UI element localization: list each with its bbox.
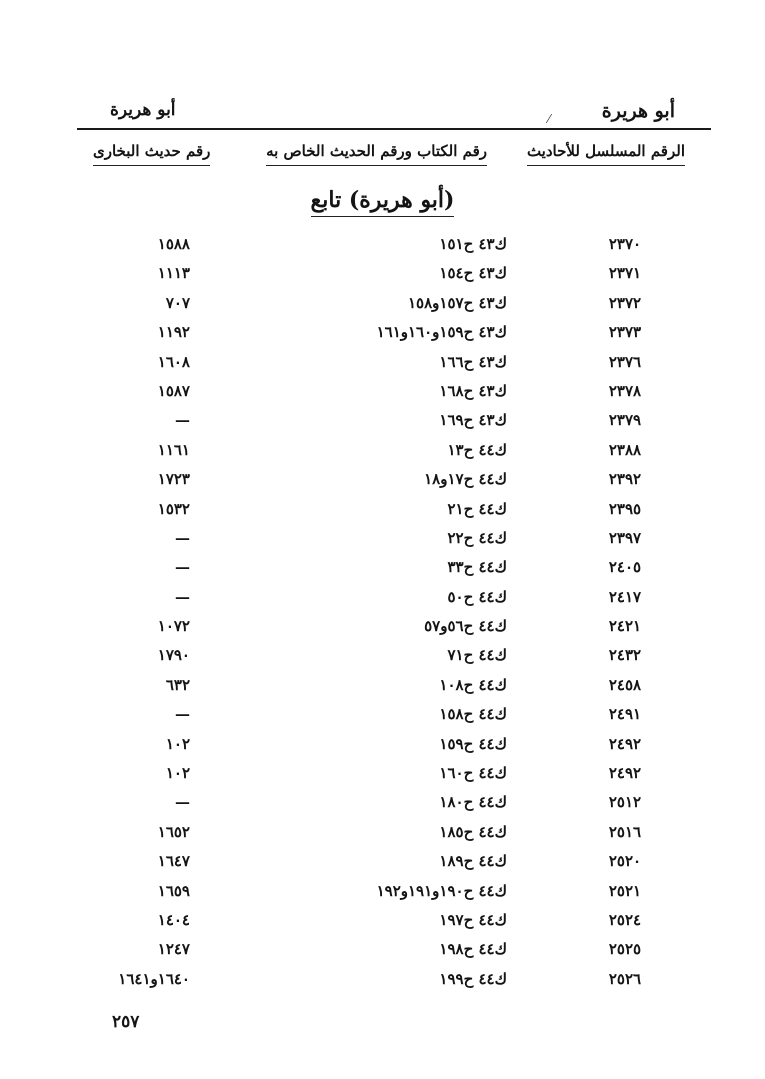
book-ref-cell: ك٤٤ ح١٥٨ (439, 705, 507, 724)
bukhari-cell: ١٠٢ (165, 734, 190, 753)
serial-cell: ٢٣٧٦ (608, 352, 642, 371)
serial-cell: ٢٣٧١ (608, 264, 642, 283)
book-ref-cell: ك٤٤ ح٢٢ (447, 528, 507, 547)
bukhari-cell: ٧٠٧ (165, 293, 190, 312)
hadith-table (0, 232, 765, 996)
book-ref-cell: ك٤٣ ح١٦٦ (439, 352, 507, 371)
serial-cell: ٢٣٧٠ (608, 235, 642, 253)
serial-cell: ٢٥٢٦ (608, 969, 642, 988)
book-ref-cell: ك٤٤ ح٥٦و٥٧ (424, 617, 507, 636)
bukhari-cell: ١١٦١ (157, 440, 190, 459)
serial-cell: ٢٤٩٢ (608, 764, 642, 783)
book-ref-cell: ك٤٣ ح١٥١ (439, 235, 507, 253)
bukhari-cell: ١٦٥٩ (157, 881, 190, 900)
header-rule (77, 128, 711, 130)
table-row (0, 967, 765, 996)
book-ref-cell: ك٤٤ ح١٥٩ (439, 734, 507, 753)
serial-cell: ٢٣٧٣ (608, 323, 642, 342)
book-ref-cell: ك٤٤ ح١٩٩ (439, 969, 507, 988)
bukhari-cell: — (175, 705, 190, 724)
bukhari-cell: ١٥٨٨ (157, 235, 190, 253)
table-row (0, 497, 765, 526)
bukhari-cell: ١١٩٢ (157, 323, 190, 342)
book-ref-cell: ك٤٤ ح١٦٠ (439, 764, 507, 783)
book-ref-cell: ك٤٤ ح١٩٠و١٩١و١٩٢ (376, 881, 507, 900)
book-ref-cell: ك٤٤ ح٢١ (447, 499, 507, 518)
bukhari-cell: ١٤٠٤ (157, 910, 190, 929)
book-ref-cell: ك٤٤ ح٧١ (447, 646, 507, 665)
bukhari-cell: ١٧٢٣ (157, 470, 190, 489)
serial-cell: ٢٤٢١ (608, 617, 642, 636)
book-ref-cell: ك٤٤ ح١٣ (447, 440, 507, 459)
table-row (0, 820, 765, 849)
serial-cell: ٢٣٩٢ (608, 470, 642, 489)
book-ref-cell: ك٤٣ ح١٥٩و١٦٠و١٦١ (376, 323, 507, 342)
table-row (0, 320, 765, 349)
serial-cell: ٢٣٩٥ (608, 499, 642, 518)
serial-cell: ٢٣٨٨ (608, 440, 642, 459)
table-row (0, 555, 765, 584)
bukhari-cell: ١١١٣ (157, 264, 190, 283)
column-header-book-label: رقم الكتاب ورقم الحديث الخاص به (266, 142, 487, 160)
page-number: ٢٥٧ (112, 1012, 140, 1032)
book-ref-cell: ك٤٤ ح١٩٧ (439, 910, 507, 929)
column-header-serial (527, 142, 685, 166)
book-ref-cell: ك٤٤ ح١٨٠ (439, 793, 507, 812)
serial-cell: ٢٤٩١ (608, 705, 642, 724)
table-row (0, 585, 765, 614)
serial-cell: ٢٥٢٠ (608, 852, 642, 871)
serial-cell: ٢٣٩٧ (608, 528, 642, 547)
table-row (0, 350, 765, 379)
bukhari-cell: — (175, 793, 190, 812)
serial-cell: ٢٥٢١ (608, 881, 642, 900)
table-row (0, 937, 765, 966)
running-head-right: أبو هريرة (601, 100, 675, 122)
bukhari-cell: — (175, 411, 190, 430)
column-header-serial-label: الرقم المسلسل للأحاديث (526, 142, 685, 160)
book-ref-cell: ك٤٤ ح١٨٩ (439, 852, 507, 871)
serial-cell: ٢٥١٦ (608, 822, 642, 841)
table-row (0, 379, 765, 408)
section-title-text: (أبو هريرة) تابع (311, 187, 455, 217)
table-row (0, 879, 765, 908)
book-ref-cell: ك٤٤ ح١٩٨ (439, 940, 507, 959)
book-ref-cell: ك٤٣ ح١٦٨ (439, 381, 507, 400)
bukhari-cell: ١٦٠٨ (157, 352, 190, 371)
book-ref-cell: ك٤٤ ح٣٣ (447, 558, 507, 577)
bukhari-cell: — (175, 587, 190, 606)
table-row (0, 232, 765, 261)
serial-cell: ٢٣٧٢ (608, 293, 642, 312)
bukhari-cell: ١٦٤٧ (157, 852, 190, 871)
table-row (0, 702, 765, 731)
bukhari-cell: ١٧٩٠ (157, 646, 190, 665)
serial-cell: ٢٤٩٢ (608, 734, 642, 753)
table-row (0, 732, 765, 761)
column-underline (266, 165, 487, 166)
book-ref-cell: ك٤٤ ح٥٠ (447, 587, 507, 606)
bukhari-cell: ١٥٨٧ (157, 381, 190, 400)
serial-cell: ٢٥٢٤ (608, 910, 642, 929)
serial-cell: ٢٤٥٨ (608, 675, 642, 694)
book-ref-cell: ك٤٣ ح١٥٤ (439, 264, 507, 283)
table-row (0, 526, 765, 555)
table-row (0, 643, 765, 672)
serial-cell: ٢٣٧٨ (608, 381, 642, 400)
table-row (0, 908, 765, 937)
table-row (0, 790, 765, 819)
bukhari-cell: — (175, 558, 190, 577)
table-row (0, 438, 765, 467)
table-row (0, 849, 765, 878)
bukhari-cell: — (175, 528, 190, 547)
bukhari-cell: ٦٣٢ (165, 675, 190, 694)
table-row (0, 261, 765, 290)
book-ref-cell: ك٤٤ ح١٠٨ (439, 675, 507, 694)
book-ref-cell: ك٤٤ ح١٨٥ (439, 822, 507, 841)
table-row (0, 761, 765, 790)
serial-cell: ٢٥١٢ (608, 793, 642, 812)
bukhari-cell: ١٥٣٢ (157, 499, 190, 518)
column-header-bukhari (93, 142, 210, 166)
table-row (0, 291, 765, 320)
book-ref-cell: ك٤٣ ح١٥٧و١٥٨ (408, 293, 507, 312)
bukhari-cell: ١٦٥٢ (157, 822, 190, 841)
table-row (0, 614, 765, 643)
book-ref-cell: ك٤٤ ح١٧و١٨ (424, 470, 507, 489)
serial-cell: ٢٥٢٥ (608, 940, 642, 959)
column-header-bukhari-label: رقم حديث البخارى (93, 142, 211, 160)
bukhari-cell: ١٠٢ (165, 764, 190, 783)
running-head-left: أبو هريرة (110, 100, 176, 120)
column-underline (527, 165, 685, 166)
book-ref-cell: ك٤٣ ح١٦٩ (439, 411, 507, 430)
serial-cell: ٢٤٠٥ (608, 558, 642, 577)
column-underline (93, 165, 210, 166)
serial-cell: ٢٤١٧ (608, 587, 642, 606)
table-row (0, 673, 765, 702)
table-row (0, 408, 765, 437)
bukhari-cell: ١٠٧٢ (157, 617, 190, 636)
serial-cell: ٢٣٧٩ (608, 411, 642, 430)
print-mark: ⁄ (548, 112, 551, 126)
table-row (0, 467, 765, 496)
section-title (0, 187, 765, 217)
column-header-book (266, 142, 487, 166)
serial-cell: ٢٤٣٢ (608, 646, 642, 665)
bukhari-cell: ١٦٤٠و١٦٤١ (118, 969, 190, 988)
bukhari-cell: ١٢٤٧ (157, 940, 190, 959)
